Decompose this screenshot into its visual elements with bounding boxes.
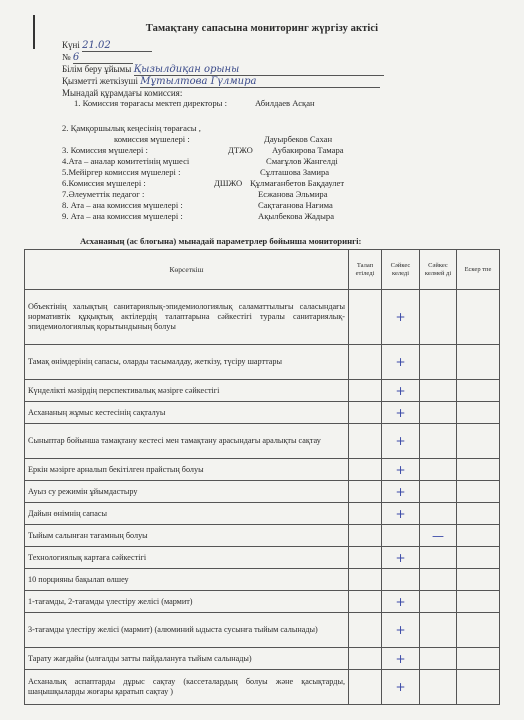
- row-match: +: [382, 591, 420, 613]
- row-nomatch: [420, 290, 457, 345]
- row-match: +: [382, 290, 420, 345]
- row-required: [349, 547, 382, 569]
- row-note: [457, 481, 500, 503]
- member-role: 8. Ата – ана комиссия мүшелері :: [62, 200, 183, 210]
- table-row: [25, 402, 500, 424]
- member-row: [62, 123, 201, 134]
- org-value: Қызылдиқан орыны: [134, 64, 384, 76]
- row-indicator: Объектінің халықтың санитариялық-эпидемиологиялық саламаттылығы саласындағы нормативтік құқықтық актілердің талаптарына сәйкестігі туралы санитариялық-эпидемиологиялық қорытындының болуы: [25, 290, 349, 345]
- row-nomatch: [420, 648, 457, 670]
- member-name: Құлмағанбетов Бақдаулет: [250, 178, 345, 188]
- member-name: Смағұлов Жангелді: [266, 156, 338, 166]
- org-row: [62, 64, 384, 76]
- date-label: Күні: [62, 40, 80, 50]
- row-note: [457, 613, 500, 648]
- worker-value: Мұтылтова Гүлмира: [140, 76, 380, 88]
- row-nomatch: [420, 547, 457, 569]
- table-row: [25, 424, 500, 459]
- member-role: 2. Қамқоршылық кеңесінің төрағасы ,: [62, 123, 201, 133]
- row-note: [457, 380, 500, 402]
- row-nomatch: [420, 569, 457, 591]
- number-row: [62, 52, 133, 64]
- row-match: +: [382, 481, 420, 503]
- row-nomatch: [420, 670, 457, 705]
- row-nomatch: [420, 481, 457, 503]
- col-header-required: Талап етіледі: [349, 250, 382, 290]
- row-note: [457, 459, 500, 481]
- row-match: +: [382, 648, 420, 670]
- row-required: [349, 459, 382, 481]
- row-required: [349, 345, 382, 380]
- member-role: 6.Комиссия мүшелері :: [62, 178, 146, 188]
- row-note: [457, 345, 500, 380]
- member-name: Сақтағанова Нағима: [258, 200, 333, 210]
- row-note: [457, 591, 500, 613]
- member-name: Абилдаев Асқан: [255, 98, 315, 108]
- member-row: [62, 156, 189, 167]
- row-required: [349, 591, 382, 613]
- row-match: +: [382, 345, 420, 380]
- col-header-note: Ескер тпе: [457, 250, 500, 290]
- monitoring-table: [24, 249, 500, 705]
- row-nomatch: [420, 503, 457, 525]
- member-unit: ДТЖО: [228, 145, 253, 155]
- row-match: +: [382, 459, 420, 481]
- row-nomatch: —: [420, 525, 457, 547]
- member-role: 1. Комиссия төрағасы мектеп директоры :: [74, 98, 227, 108]
- row-match: +: [382, 670, 420, 705]
- row-match: +: [382, 613, 420, 648]
- table-row: [25, 547, 500, 569]
- row-note: [457, 503, 500, 525]
- row-match: +: [382, 402, 420, 424]
- member-row: [62, 211, 183, 222]
- row-match: +: [382, 547, 420, 569]
- member-role: комиссия мүшелері :: [114, 134, 190, 144]
- member-role: 4.Ата – аналар комитетінің мүшесі: [62, 156, 190, 166]
- row-required: [349, 670, 382, 705]
- row-nomatch: [420, 380, 457, 402]
- row-nomatch: [420, 459, 457, 481]
- row-required: [349, 569, 382, 591]
- date-value: 21.02: [82, 40, 152, 52]
- number-value: 6: [73, 52, 133, 64]
- member-role: 5.Мейіргер комиссия мүшелері :: [62, 167, 181, 177]
- table-row: [25, 670, 500, 705]
- col-header-nomatch: Сәйкес келмей ді: [420, 250, 457, 290]
- row-indicator: Тамақ өнімдерінің сапасы, оларды тасымалдау, жеткізу, түсіру шарттары: [25, 345, 349, 380]
- member-name: Ақылбекова Жадыра: [258, 211, 335, 221]
- row-match: +: [382, 503, 420, 525]
- row-indicator: Ауыз су режимін ұйымдастыру: [25, 481, 349, 503]
- row-nomatch: [420, 591, 457, 613]
- row-indicator: 10 порцияны бақылап өлшеу: [25, 569, 349, 591]
- org-label: Білім беру ұйымы: [62, 64, 132, 74]
- col-header-match: Сәйкес келеді: [382, 250, 420, 290]
- table-header-row: [25, 250, 500, 290]
- member-row: [62, 178, 146, 189]
- row-match: +: [382, 380, 420, 402]
- row-required: [349, 402, 382, 424]
- table-row: [25, 525, 500, 547]
- row-note: [457, 290, 500, 345]
- table-row: [25, 345, 500, 380]
- row-required: [349, 424, 382, 459]
- row-required: [349, 525, 382, 547]
- row-indicator: Тарату жағдайы (ылғалды затты пайдалануға тыйым салынады): [25, 648, 349, 670]
- row-indicator: Сыныптар бойынша тамақтану кестесі мен тамақтану арасындағы аралықты сақтау: [25, 424, 349, 459]
- date-row: [62, 40, 152, 52]
- row-required: [349, 648, 382, 670]
- table-row: [25, 591, 500, 613]
- document-title: Тамақтану сапасына мониторинг жүргізу актісі: [145, 23, 379, 34]
- number-label: №: [62, 52, 71, 62]
- row-required: [349, 503, 382, 525]
- table-row: [25, 503, 500, 525]
- row-nomatch: [420, 345, 457, 380]
- row-note: [457, 424, 500, 459]
- row-indicator: Асхананың жұмыс кестесінің сақталуы: [25, 402, 349, 424]
- row-note: [457, 569, 500, 591]
- member-name: Аубакирова Тамара: [272, 145, 344, 155]
- row-indicator: 3-тағамды үлестіру желісі (мармит) (алюминий ыдыста сусынға тыйым салынады): [25, 613, 349, 648]
- member-role: 7.Әлеуметтік педагог :: [62, 189, 145, 199]
- row-indicator: Еркін мәзірге арналып бекітілген прайстың болуы: [25, 459, 349, 481]
- row-match: [382, 525, 420, 547]
- member-row: [62, 145, 148, 156]
- col-header-indicator: Көрсеткіш: [25, 250, 349, 290]
- table-row: [25, 648, 500, 670]
- row-nomatch: [420, 402, 457, 424]
- table-row: [25, 380, 500, 402]
- member-name: Сұлташова Замира: [260, 167, 330, 177]
- row-required: [349, 380, 382, 402]
- member-role: 9. Ата – ана комиссия мүшелері :: [62, 211, 183, 221]
- row-match: +: [382, 424, 420, 459]
- worker-row: [62, 76, 380, 88]
- member-row: [114, 134, 190, 145]
- row-indicator: Асханалық аспаптарды дұрыс сақтау (кассеталардың болуы және қасықтарды, шаңышқыларды жоғары қаратып сақтау ): [25, 670, 349, 705]
- member-row: [62, 200, 183, 211]
- row-indicator: Күнделікті мәзірдің перспективалық мәзірге сәйкестігі: [25, 380, 349, 402]
- member-unit: ДШЖО: [214, 178, 243, 188]
- member-row: [62, 189, 144, 200]
- row-indicator: Тыйым салынған тағамның болуы: [25, 525, 349, 547]
- table-row: [25, 290, 500, 345]
- row-indicator: 1-тағамды, 2-тағамды үлестіру желісі (мармит): [25, 591, 349, 613]
- table-title: Асхананың (ас блогына) мынадай параметрлер бойынша мониторингі:: [80, 236, 362, 246]
- row-nomatch: [420, 613, 457, 648]
- table-row: [25, 481, 500, 503]
- row-required: [349, 613, 382, 648]
- row-note: [457, 525, 500, 547]
- table-row: [25, 569, 500, 591]
- row-note: [457, 648, 500, 670]
- member-row: [62, 167, 180, 178]
- row-note: [457, 547, 500, 569]
- row-indicator: Дайын өнімнің сапасы: [25, 503, 349, 525]
- member-name: Есжанова Эльмира: [258, 189, 328, 199]
- worker-label: Қызметті жеткізуші: [62, 76, 138, 86]
- member-role: 3. Комиссия мүшелері :: [62, 145, 148, 155]
- member-name: Дауырбеков Сахан: [264, 134, 333, 144]
- member-row: [74, 98, 227, 109]
- row-required: [349, 481, 382, 503]
- row-nomatch: [420, 424, 457, 459]
- row-note: [457, 402, 500, 424]
- commission-heading: Мынадай құрамдағы комиссия:: [62, 88, 183, 98]
- row-indicator: Технологиялық картаға сәйкестігі: [25, 547, 349, 569]
- row-required: [349, 290, 382, 345]
- row-match: [382, 569, 420, 591]
- table-row: [25, 613, 500, 648]
- table-row: [25, 459, 500, 481]
- row-note: [457, 670, 500, 705]
